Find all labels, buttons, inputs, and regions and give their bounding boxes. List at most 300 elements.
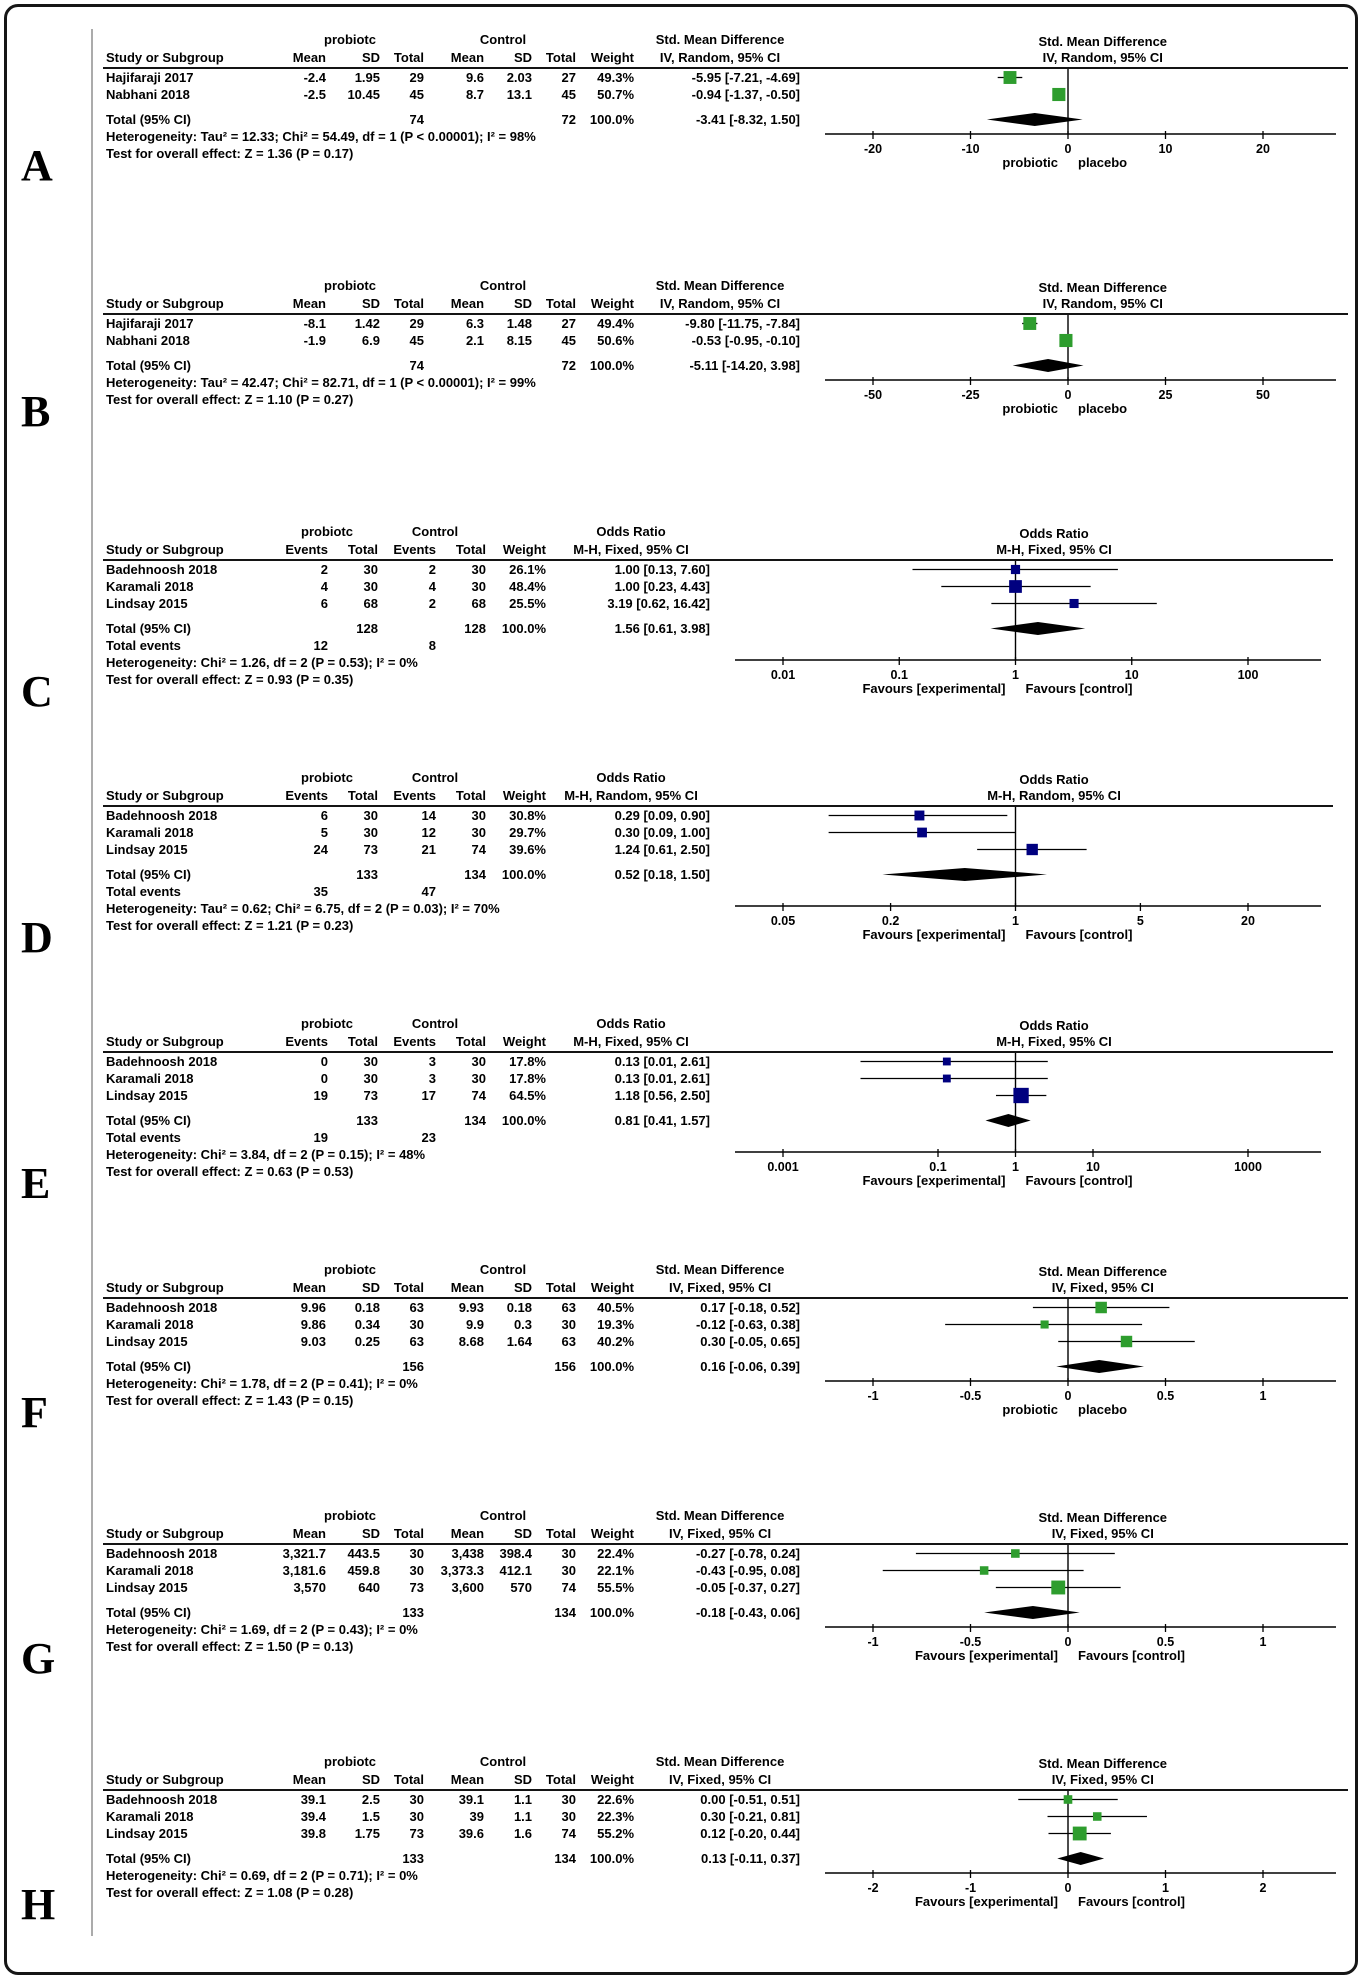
data-cell (329, 111, 383, 128)
plot-method-label: IV, Fixed, 95% CI (1051, 1526, 1154, 1541)
weight-value: 22.3% (597, 1809, 635, 1824)
study-value: 2 (428, 596, 436, 611)
study-value: 2 (428, 562, 436, 577)
study-value: 30 (561, 1317, 577, 1332)
total-n1: 133 (402, 1851, 425, 1866)
panel-body-a (103, 31, 1348, 176)
total-row (103, 1850, 803, 1867)
spacer-row (103, 612, 713, 620)
spacer-cell (103, 349, 803, 357)
panel-table-head (103, 1753, 803, 1790)
panel-letter-d: D (21, 913, 53, 962)
ci-text: 0.13 [0.01, 2.61] (614, 1071, 710, 1086)
study-value: 63 (561, 1300, 577, 1315)
weight-header: Weight (579, 1771, 637, 1790)
group-header-row (103, 1507, 803, 1525)
header-cell (103, 769, 273, 787)
data-cell (489, 637, 549, 654)
panel-table-body (103, 1544, 803, 1655)
study-value: 17 (421, 1088, 436, 1103)
study-value: 29 (409, 70, 425, 85)
study-row (103, 1052, 713, 1070)
axis-tick-label: 25 (1158, 388, 1173, 402)
axis-tick-label: 0.05 (770, 914, 796, 928)
total-events-1: 19 (313, 1130, 328, 1145)
axis-tick-label: 2 (1259, 1881, 1267, 1895)
overall-test-text: Test for overall effect: Z = 1.50 (P = 0.13) (106, 1639, 354, 1654)
study-value: 9.03 (300, 1334, 326, 1349)
overall-test-text: Test for overall effect: Z = 1.08 (P = 0.28) (106, 1885, 354, 1900)
spacer-cell (103, 1842, 803, 1850)
header-cell (103, 1015, 273, 1033)
forest-panel-d (21, 769, 1355, 962)
weight-header: Weight (489, 1033, 549, 1052)
study-col-header: Study or Subgroup (103, 541, 273, 560)
study-value: 1.1 (513, 1809, 533, 1824)
method-header: IV, Fixed, 95% CI (637, 1771, 803, 1790)
ci-text: -9.80 [-11.75, -7.84] (685, 316, 801, 331)
group2-header: Control (411, 770, 459, 785)
ci-text: -0.05 [-0.37, 0.27] (695, 1580, 801, 1595)
ci-text: 1.00 [0.13, 7.60] (614, 562, 710, 577)
axis-tick-label: 1 (1259, 1635, 1267, 1649)
method-header: IV, Fixed, 95% CI (637, 1279, 803, 1298)
group2-sub-header: SD (487, 49, 535, 68)
panel-plot-d (713, 769, 1333, 948)
weight-value: 40.5% (597, 1300, 635, 1315)
effect-title: Odds Ratio (596, 1016, 666, 1031)
x-label-left: probiotic (1002, 401, 1058, 416)
study-value: 30 (409, 1563, 425, 1578)
study-value: 39.6 (458, 1826, 485, 1841)
study-col-header: Study or Subgroup (103, 1771, 273, 1790)
study-marker (917, 828, 927, 838)
study-col-header: Study or Subgroup (103, 295, 273, 314)
study-value: 0.25 (354, 1334, 380, 1349)
data-cell (549, 883, 713, 900)
study-value: 63 (409, 1300, 425, 1315)
forest-panel-f (21, 1261, 1355, 1437)
x-label-left: Favours [experimental] (862, 681, 1006, 696)
panel-plot-b (803, 277, 1348, 422)
study-value: 30 (471, 825, 486, 840)
study-value: 6.9 (361, 333, 380, 348)
axis-tick-label: -20 (863, 142, 883, 156)
forest-panel-g (21, 1507, 1355, 1683)
axis-tick-label: 0 (1064, 1389, 1072, 1403)
group-header-row (103, 277, 803, 295)
study-value: 2.03 (506, 70, 533, 85)
study-name: Karamali 2018 (106, 1809, 194, 1824)
data-cell (273, 1850, 329, 1867)
group1-sub-header: Total (383, 1771, 427, 1790)
study-marker (1027, 844, 1038, 855)
study-value: 45 (409, 333, 425, 348)
weight-header: Weight (579, 49, 637, 68)
axis-tick-label: 0 (1064, 388, 1072, 402)
study-value: -2.4 (303, 70, 326, 85)
study-row (103, 1579, 803, 1596)
group2-sub-header: Total (439, 541, 489, 560)
group1-sub-header: Events (273, 1033, 331, 1052)
study-marker (1059, 334, 1072, 347)
study-name: Badehnoosh 2018 (106, 1300, 218, 1315)
group1-header: probiotc (324, 1754, 376, 1769)
axis-tick-label: 1 (1012, 914, 1019, 928)
panel-table-body (103, 68, 803, 162)
study-marker (1009, 580, 1022, 593)
group2-header: Control (411, 524, 459, 539)
study-row (103, 1562, 803, 1579)
group-header-row (103, 1015, 713, 1033)
header-cell (103, 523, 273, 541)
study-value: 63 (409, 1334, 425, 1349)
total-weight: 100.0% (589, 358, 635, 373)
study-row (103, 1790, 803, 1808)
study-marker (1095, 1302, 1106, 1313)
overall-test-text: Test for overall effect: Z = 1.36 (P = 0.17) (106, 146, 354, 161)
weight-value: 39.6% (509, 842, 546, 857)
study-value: 0.18 (506, 1300, 533, 1315)
axis-tick-label: 20 (1241, 914, 1255, 928)
weight-header: Weight (489, 787, 549, 806)
total-n2: 156 (554, 1359, 577, 1374)
x-label-right: Favours [control] (1025, 681, 1133, 696)
total-row (103, 866, 713, 883)
panel-table-head (103, 1015, 713, 1052)
header-cell (489, 769, 549, 787)
study-value: 9.96 (300, 1300, 326, 1315)
overall-test-row (103, 1163, 713, 1180)
panel-table-body (103, 1790, 803, 1901)
study-value: 74 (561, 1826, 577, 1841)
group2-sub-header: SD (487, 1525, 535, 1544)
data-cell (329, 357, 383, 374)
study-marker (1011, 565, 1020, 574)
study-marker (1064, 1795, 1073, 1804)
total-n2: 134 (554, 1605, 577, 1620)
plot-effect-title: Odds Ratio (1019, 1018, 1089, 1033)
total-row (103, 357, 803, 374)
data-cell (439, 637, 489, 654)
study-value: 73 (409, 1580, 425, 1595)
total-n2: 72 (561, 112, 577, 127)
weight-header: Weight (579, 295, 637, 314)
x-label-right: placebo (1078, 401, 1128, 416)
plot-effect-title: Std. Mean Difference (1038, 1756, 1168, 1771)
study-row (103, 578, 713, 595)
x-label-left: Favours [experimental] (862, 927, 1006, 942)
study-name: Badehnoosh 2018 (106, 1054, 218, 1069)
axis-tick-label: 10 (1124, 668, 1139, 682)
study-value: 30 (363, 808, 378, 823)
forest-panel-a (21, 31, 1355, 190)
overall-test-text: Test for overall effect: Z = 1.43 (P = 0.15) (106, 1393, 354, 1408)
total-events-2: 23 (421, 1130, 436, 1145)
spacer-cell (103, 103, 803, 111)
total-events-1: 35 (313, 884, 328, 899)
heterogeneity-text: Heterogeneity: Chi² = 1.78, df = 2 (P = 0.41); I² = 0% (106, 1376, 418, 1391)
data-cell (273, 357, 329, 374)
ci-text: 0.17 [-0.18, 0.52] (700, 1300, 801, 1315)
axis-tick-label: 0.1 (929, 1160, 947, 1174)
study-value: 30 (561, 1563, 577, 1578)
heterogeneity-row (103, 374, 803, 391)
ci-text: 0.30 [-0.21, 0.81] (700, 1809, 801, 1824)
group2-sub-header: Total (439, 787, 489, 806)
total-events-label: Total events (106, 638, 181, 653)
header-cell (489, 1015, 549, 1033)
total-n2: 72 (561, 358, 577, 373)
study-value: 412.1 (499, 1563, 533, 1578)
spacer-cell (103, 612, 713, 620)
method-header: M-H, Random, 95% CI (549, 787, 713, 806)
x-label-right: Favours [control] (1025, 1173, 1133, 1188)
total-diamond (1057, 1852, 1104, 1865)
panel-plot-g (803, 1507, 1348, 1669)
total-n1: 156 (402, 1359, 425, 1374)
study-name: Karamali 2018 (106, 825, 194, 840)
spacer-row (103, 1596, 803, 1604)
group1-sub-header: Total (331, 787, 381, 806)
total-weight: 100.0% (589, 1359, 635, 1374)
study-value: 30 (471, 1054, 486, 1069)
group2-header: Control (479, 1262, 527, 1277)
method-header: IV, Random, 95% CI (637, 295, 803, 314)
weight-value: 49.4% (597, 316, 635, 331)
study-marker (914, 811, 924, 821)
column-header-row (103, 1279, 803, 1298)
data-cell (273, 1604, 329, 1621)
method-header: IV, Fixed, 95% CI (637, 1525, 803, 1544)
ci-text: 0.29 [0.09, 0.90] (614, 808, 710, 823)
study-value: 30 (409, 1317, 425, 1332)
axis-tick-label: 0 (1064, 142, 1072, 156)
study-row (103, 560, 713, 578)
axis-tick-label: -50 (863, 388, 883, 402)
group2-sub-header: SD (487, 1771, 535, 1790)
panel-body-h (103, 1753, 1348, 1915)
ci-text: -0.27 [-0.78, 0.24] (695, 1546, 801, 1561)
study-value: 30 (561, 1546, 577, 1561)
study-marker (1070, 599, 1079, 608)
group2-sub-header: Total (535, 1279, 579, 1298)
data-cell (487, 1604, 535, 1621)
plot-effect-title: Std. Mean Difference (1038, 280, 1168, 295)
study-value: 68 (363, 596, 378, 611)
heterogeneity-row (103, 654, 713, 671)
study-name: Badehnoosh 2018 (106, 1792, 218, 1807)
study-value: 30 (363, 1054, 378, 1069)
x-label-right: Favours [control] (1025, 927, 1133, 942)
group2-sub-header: Mean (427, 1525, 487, 1544)
study-value: 74 (471, 1088, 486, 1103)
data-cell (439, 883, 489, 900)
data-cell (331, 883, 381, 900)
study-value: -2.5 (303, 87, 326, 102)
study-col-header: Study or Subgroup (103, 1525, 273, 1544)
study-value: 1.48 (506, 316, 533, 331)
group2-sub-header: Total (535, 49, 579, 68)
x-label-right: Favours [control] (1078, 1648, 1185, 1663)
group1-sub-header: Mean (273, 49, 329, 68)
total-events-row (103, 883, 713, 900)
study-value: 27 (561, 70, 577, 85)
total-weight: 100.0% (589, 1605, 635, 1620)
effect-title: Odds Ratio (596, 524, 666, 539)
heterogeneity-row (103, 1867, 803, 1884)
data-cell (273, 1112, 331, 1129)
study-value: 74 (561, 1580, 577, 1595)
study-marker (980, 1566, 989, 1575)
group2-sub-header: Mean (427, 1771, 487, 1790)
spacer-row (103, 349, 803, 357)
weight-value: 55.2% (597, 1826, 635, 1841)
study-value: 5 (320, 825, 328, 840)
study-marker (1041, 1320, 1049, 1328)
group1-sub-header: SD (329, 49, 383, 68)
study-value: 1.75 (354, 1826, 380, 1841)
total-label: Total (95% CI) (106, 1359, 191, 1374)
total-weight: 100.0% (589, 112, 635, 127)
study-value: 9.93 (458, 1300, 485, 1315)
group1-sub-header: Total (383, 295, 427, 314)
axis-tick-label: 1 (1012, 1160, 1019, 1174)
heterogeneity-row (103, 1146, 713, 1163)
study-value: 4 (428, 579, 436, 594)
axis-tick-label: 10 (1158, 142, 1173, 156)
overall-test-text: Test for overall effect: Z = 0.63 (P = 0.53) (106, 1164, 354, 1179)
total-n2: 134 (464, 1113, 486, 1128)
study-marker (1023, 317, 1036, 330)
study-name: Karamali 2018 (106, 579, 194, 594)
study-value: 459.8 (347, 1563, 380, 1578)
method-header: M-H, Fixed, 95% CI (549, 1033, 713, 1052)
data-cell (549, 637, 713, 654)
plot-method-label: IV, Random, 95% CI (1042, 296, 1163, 311)
spacer-cell (103, 1596, 803, 1604)
study-row (103, 806, 713, 824)
study-name: Karamali 2018 (106, 1317, 194, 1332)
panel-body-f (103, 1261, 1348, 1423)
total-ci-text: 0.13 [-0.11, 0.37] (701, 1851, 801, 1866)
overall-test-text: Test for overall effect: Z = 1.10 (P = 0.27) (106, 392, 354, 407)
study-value: 39.4 (300, 1809, 326, 1824)
study-value: 45 (561, 333, 577, 348)
study-value: 3 (428, 1071, 436, 1086)
total-label: Total (95% CI) (106, 358, 191, 373)
x-label-left: Favours [experimental] (914, 1648, 1058, 1663)
spacer-row (103, 103, 803, 111)
heterogeneity-text: Heterogeneity: Chi² = 3.84, df = 2 (P = 0.15); I² = 48% (106, 1147, 426, 1162)
group2-header: Control (479, 278, 527, 293)
group1-sub-header: Events (273, 541, 331, 560)
study-row (103, 824, 713, 841)
data-cell (427, 1850, 487, 1867)
panel-body-e (103, 1015, 1333, 1194)
group2-sub-header: Mean (427, 295, 487, 314)
overall-test-text: Test for overall effect: Z = 1.21 (P = 0.23) (106, 918, 354, 933)
weight-header: Weight (579, 1525, 637, 1544)
panel-letter-g: G (21, 1634, 56, 1683)
total-n2: 128 (464, 621, 486, 636)
panel-body-d (103, 769, 1333, 948)
header-cell (579, 31, 637, 49)
total-events-row (103, 637, 713, 654)
spacer-row (103, 1350, 803, 1358)
total-diamond (882, 868, 1047, 881)
header-cell (103, 1507, 273, 1525)
total-label: Total (95% CI) (106, 112, 191, 127)
study-row (103, 86, 803, 103)
study-value: 0.34 (354, 1317, 380, 1332)
plot-method-label: M-H, Random, 95% CI (987, 788, 1121, 803)
total-label: Total (95% CI) (106, 621, 191, 636)
panel-body-c (103, 523, 1333, 702)
study-value: 30 (409, 1809, 425, 1824)
group1-header: probiotc (324, 1508, 376, 1523)
effect-title: Odds Ratio (596, 770, 666, 785)
axis-tick-label: -0.5 (959, 1635, 982, 1649)
axis-tick-label: 1 (1012, 668, 1019, 682)
study-marker (1004, 71, 1017, 84)
group-header-row (103, 523, 713, 541)
data-cell (273, 111, 329, 128)
group2-header: Control (479, 1508, 527, 1523)
total-label: Total (95% CI) (106, 1605, 191, 1620)
study-value: -1.9 (303, 333, 326, 348)
header-cell (103, 1753, 273, 1771)
heterogeneity-row (103, 1621, 803, 1638)
ci-text: 1.24 [0.61, 2.50] (614, 842, 710, 857)
total-ci-text: 1.56 [0.61, 3.98] (614, 621, 710, 636)
data-cell (331, 1129, 381, 1146)
total-diamond (1013, 359, 1084, 372)
group1-sub-header: SD (329, 295, 383, 314)
axis-tick-label: 1 (1162, 1881, 1169, 1895)
data-cell (273, 866, 331, 883)
data-cell (329, 1850, 383, 1867)
spacer-cell (103, 1350, 803, 1358)
weight-value: 50.7% (597, 87, 635, 102)
total-ci-text: -0.18 [-0.43, 0.06] (695, 1605, 801, 1620)
axis-tick-label: 0.01 (770, 668, 796, 682)
study-name: Badehnoosh 2018 (106, 1546, 218, 1561)
weight-value: 30.8% (509, 808, 546, 823)
study-value: 30 (409, 1792, 425, 1807)
study-value: 3,321.7 (282, 1546, 326, 1561)
group2-sub-header: Events (381, 541, 439, 560)
panel-table-head (103, 769, 713, 806)
study-value: 2.1 (465, 333, 485, 348)
header-cell (579, 1507, 637, 1525)
ci-text: -0.43 [-0.95, 0.08] (695, 1563, 801, 1578)
axis-tick-label: 0 (1064, 1881, 1072, 1895)
weight-value: 49.3% (597, 70, 635, 85)
axis-tick-label: 1 (1259, 1389, 1267, 1403)
study-value: 30 (561, 1809, 577, 1824)
study-value: 63 (561, 1334, 577, 1349)
study-name: Karamali 2018 (106, 1071, 194, 1086)
column-header-row (103, 1525, 803, 1544)
weight-value: 26.1% (509, 562, 546, 577)
panel-table-body (103, 314, 803, 408)
axis-tick-label: -10 (961, 142, 980, 156)
axis-tick-label: 5 (1136, 914, 1144, 928)
overall-test-row (103, 145, 803, 162)
total-diamond (991, 622, 1086, 635)
total-n2: 134 (554, 1851, 577, 1866)
